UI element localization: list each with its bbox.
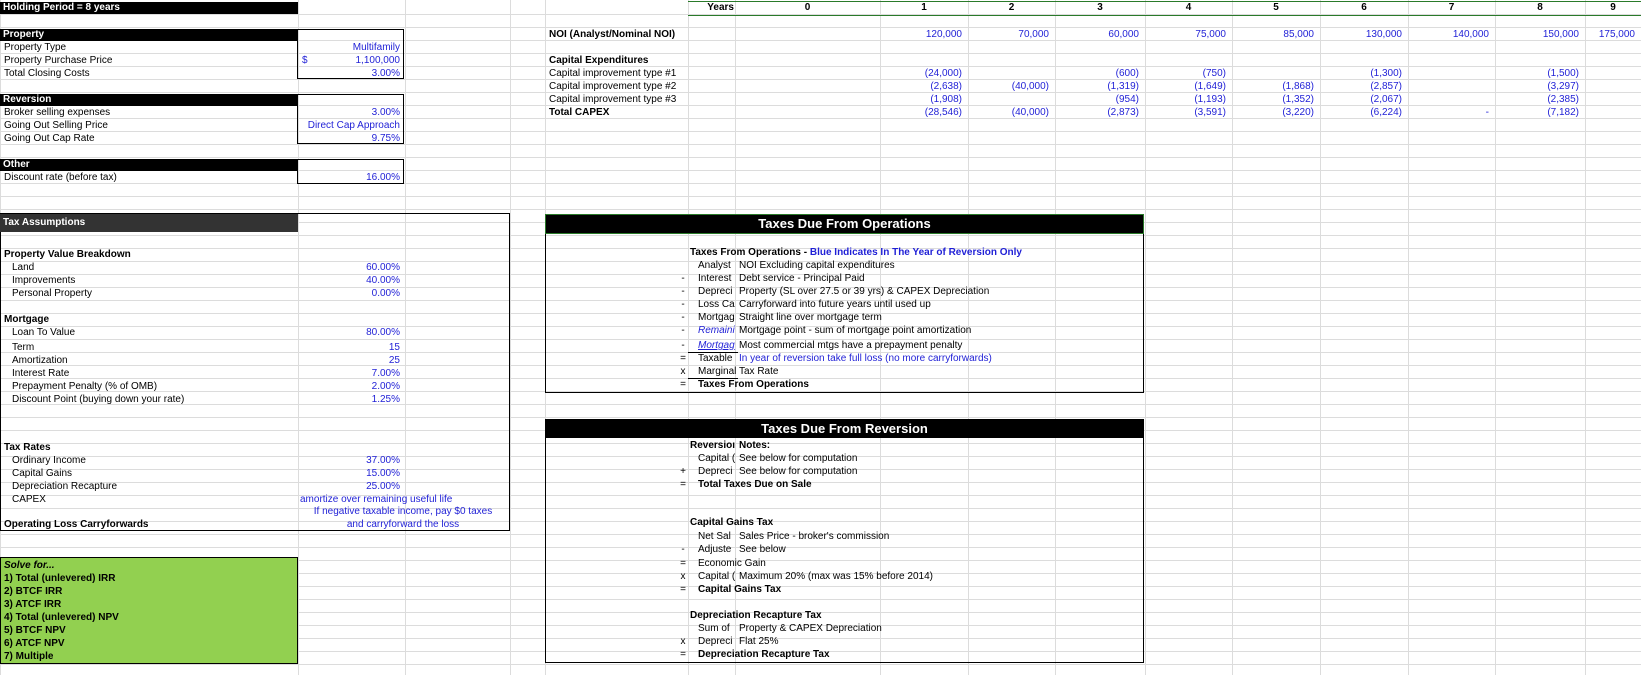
capex-value[interactable]: (1,300)	[1370, 68, 1402, 79]
cg-label: Adjuste	[698, 544, 732, 555]
mortgage-value[interactable]: 7.00%	[371, 368, 400, 379]
noi-value[interactable]: 120,000	[925, 29, 962, 40]
currency-prefix: $	[302, 55, 308, 66]
rev-label: Capital (	[698, 453, 736, 464]
capex-value[interactable]: (600)	[1115, 68, 1139, 79]
ops-note: Debt service - Principal Paid	[739, 273, 865, 284]
capex-title: Capital Expenditures	[549, 55, 649, 66]
year-header[interactable]: 0	[804, 2, 811, 13]
total-capex-value[interactable]: (2,873)	[1107, 107, 1139, 118]
total-capex-value[interactable]: (3,220)	[1282, 107, 1314, 118]
year-header[interactable]: 2	[1008, 2, 1015, 13]
solve-item[interactable]: 2) BTCF IRR	[4, 586, 63, 597]
rev-operator: =	[680, 479, 686, 490]
ops-label: Depreci	[698, 286, 733, 297]
years-label: Years	[707, 2, 734, 13]
capex-value[interactable]: (1,319)	[1107, 81, 1139, 92]
ops-label: Taxable	[698, 353, 733, 364]
ops-operator: -	[681, 299, 685, 310]
ops-label: Loss Ca	[698, 299, 735, 310]
reversion-value[interactable]: Direct Cap Approach	[307, 120, 400, 131]
noi-value[interactable]: 70,000	[1018, 29, 1049, 40]
reversion-label: Going Out Selling Price	[4, 120, 108, 131]
capex-value[interactable]: (954)	[1115, 94, 1139, 105]
rev-title: Taxes Due From Reversion	[546, 420, 1143, 438]
noi-value[interactable]: 75,000	[1195, 29, 1226, 40]
year-header[interactable]: 7	[1448, 2, 1455, 13]
dr-operator: =	[680, 649, 686, 660]
ops-operator: -	[681, 312, 685, 323]
ops-label: Interest	[698, 273, 732, 284]
total-capex-value[interactable]: (3,591)	[1194, 107, 1226, 118]
solve-item[interactable]: 4) Total (unlevered) NPV	[4, 612, 119, 623]
ops-note: NOI Excluding capital expenditures	[739, 260, 895, 271]
value-breakdown-title: Property Value Breakdown	[4, 249, 131, 260]
rev-operator: +	[680, 466, 686, 477]
solve-item[interactable]: 7) Multiple	[4, 651, 54, 662]
mortgage-value[interactable]: 15	[388, 342, 400, 353]
reversion-value[interactable]: 3.00%	[371, 107, 400, 118]
ops-note: Carryforward into future years until used up	[739, 299, 931, 310]
year-header[interactable]: 5	[1273, 2, 1279, 13]
cg-operator: -	[681, 544, 685, 555]
breakdown-value[interactable]: 0.00%	[371, 288, 400, 299]
total-capex-value[interactable]: (6,224)	[1370, 107, 1402, 118]
capex-value[interactable]: (2,067)	[1370, 94, 1402, 105]
mortgage-label: Prepayment Penalty (% of OMB)	[12, 381, 158, 392]
dr-note: Flat 25%	[739, 636, 779, 647]
capex-value[interactable]: (1,193)	[1194, 94, 1226, 105]
solve-item[interactable]: 5) BTCF NPV	[4, 625, 66, 636]
noi-value[interactable]: 130,000	[1365, 29, 1402, 40]
property-header[interactable]: Property	[0, 29, 298, 41]
rev-label: Total Taxes Due on Sale	[698, 479, 812, 490]
ops-note: Most commercial mtgs have a prepayment penalty	[739, 340, 963, 351]
mortgage-value[interactable]: 1.25%	[371, 394, 400, 405]
total-capex-value[interactable]: (28,546)	[924, 107, 962, 118]
total-capex-label: Total CAPEX	[549, 107, 610, 118]
property-label: Property Purchase Price	[4, 55, 113, 66]
capex-value[interactable]: (3,297)	[1547, 81, 1579, 92]
capex-values-outline	[921, 66, 1566, 119]
capex-value[interactable]: (24,000)	[924, 68, 962, 79]
year-header[interactable]: 4	[1185, 2, 1192, 13]
cg-label: Capital Gains Tax	[698, 584, 782, 595]
ops-heading	[690, 247, 1140, 259]
solve-title: Solve for...	[4, 560, 55, 571]
year-header[interactable]: 6	[1361, 2, 1367, 13]
cg-operator: =	[680, 558, 686, 569]
solve-item[interactable]: 6) ATCF NPV	[4, 638, 65, 649]
cg-operator: =	[680, 584, 686, 595]
year-header[interactable]: 3	[1097, 2, 1103, 13]
ops-label: Taxes From Operations	[698, 379, 809, 390]
cg-note: Sales Price - broker's commission	[739, 531, 890, 542]
capex-value[interactable]: (1,649)	[1194, 81, 1226, 92]
discount-rate-label: Discount rate (before tax)	[4, 172, 117, 183]
capex-value[interactable]: (2,857)	[1370, 81, 1402, 92]
capex-row-label: Capital improvement type #3	[549, 94, 677, 105]
breakdown-label: Improvements	[12, 275, 76, 286]
breakdown-label: Personal Property	[12, 288, 93, 299]
mortgage-value[interactable]: 25	[388, 355, 400, 366]
breakdown-label: Land	[12, 262, 35, 273]
ops-note: In year of reversion take full loss (no more carryforwards)	[739, 353, 992, 364]
oplc-note-2: and carryforward the loss	[346, 519, 460, 530]
ops-operator: -	[681, 325, 685, 336]
year-header[interactable]: 1	[921, 2, 927, 13]
capex-value[interactable]: (2,385)	[1547, 94, 1579, 105]
mortgage-label: Discount Point (buying down your rate)	[12, 394, 185, 405]
capex-value[interactable]: (1,868)	[1282, 81, 1314, 92]
rev-note: See below for computation	[739, 453, 858, 464]
dr-label: Sum of	[698, 623, 730, 634]
mortgage-value[interactable]: 2.00%	[371, 381, 400, 392]
ops-title: Taxes Due From Operations	[546, 215, 1143, 233]
capex-value[interactable]: (1,352)	[1282, 94, 1314, 105]
reversion-header[interactable]: Reversion	[0, 94, 298, 106]
tax-rates-title: Tax Rates	[4, 442, 51, 453]
capex-value[interactable]: (1,500)	[1547, 68, 1579, 79]
noi-value[interactable]: 85,000	[1283, 29, 1314, 40]
dr-label: Depreciation Recapture Tax	[698, 649, 830, 660]
noi-value[interactable]: 140,000	[1452, 29, 1489, 40]
mortgage-label: Amortization	[12, 355, 68, 366]
ops-label: Remaini	[698, 325, 735, 336]
rev-note: See below for computation	[739, 466, 858, 477]
ops-note: Tax Rate	[739, 366, 779, 377]
dr-label: Depreci	[698, 636, 733, 647]
tax-rate-label: Ordinary Income	[12, 455, 86, 466]
ops-label: Mortgag	[698, 340, 735, 351]
total-capex-value[interactable]: -	[1485, 107, 1489, 118]
noi-label: NOI (Analyst/Nominal NOI)	[549, 29, 676, 40]
ops-operator: -	[681, 340, 685, 351]
holding-period-header[interactable]: Holding Period = 8 years	[0, 2, 298, 14]
tax-rate-value[interactable]: 25.00%	[366, 481, 400, 492]
ops-operator: =	[680, 353, 686, 364]
mortgage-label: Term	[12, 342, 35, 353]
rev-head-note: Notes:	[739, 440, 771, 451]
tax-rate-label: Depreciation Recapture	[12, 481, 118, 492]
ops-operator: -	[681, 273, 685, 284]
dr-note: Property & CAPEX Depreciation	[739, 623, 882, 634]
dr-title: Depreciation Recapture Tax	[690, 610, 822, 621]
discount-rate-value[interactable]: 16.00%	[366, 172, 400, 183]
mortgage-label: Interest Rate	[12, 368, 70, 379]
mortgage-label: Loan To Value	[12, 327, 76, 338]
noi-value[interactable]: 175,000	[1598, 29, 1635, 40]
ops-label: Mortgag	[698, 312, 735, 323]
property-value[interactable]: 3.00%	[371, 68, 400, 79]
oplc-note-1: If negative taxable income, pay $0 taxes	[313, 506, 493, 517]
noi-value[interactable]: 60,000	[1108, 29, 1139, 40]
ops-operator: -	[681, 286, 685, 297]
cg-note: See below	[739, 544, 786, 555]
reversion-value[interactable]: 9.75%	[371, 133, 400, 144]
mortgage-title: Mortgage	[4, 314, 49, 325]
total-capex-value[interactable]: (7,182)	[1547, 107, 1579, 118]
tax-rate-value[interactable]: 15.00%	[366, 468, 400, 479]
solve-item[interactable]: 1) Total (unlevered) IRR	[4, 573, 116, 584]
ops-operator: =	[680, 379, 686, 390]
capex-value[interactable]: (750)	[1202, 68, 1226, 79]
tax-rate-label: Capital Gains	[12, 468, 73, 479]
ops-heading-blue-note: Blue Indicates In The Year of Reversion Only	[809, 247, 1022, 258]
breakdown-value[interactable]: 40.00%	[366, 275, 400, 286]
rev-label: Depreci	[698, 466, 733, 477]
capex-value[interactable]: (2,638)	[930, 81, 962, 92]
oplc-label: Operating Loss Carryforwards	[4, 519, 149, 530]
dr-operator: x	[680, 636, 686, 647]
tax-assumptions-header[interactable]: Tax Assumptions	[0, 214, 298, 232]
total-capex-value[interactable]: (40,000)	[1011, 107, 1049, 118]
tax-rate-value[interactable]: 37.00%	[366, 455, 400, 466]
ops-label: Analyst	[698, 260, 731, 271]
cg-label: Net Sal	[698, 531, 731, 542]
cg-label: Capital (	[698, 571, 736, 582]
reversion-label: Going Out Cap Rate	[4, 133, 95, 144]
reversion-label: Broker selling expenses	[4, 107, 111, 118]
mortgage-value[interactable]: 80.00%	[366, 327, 400, 338]
property-value[interactable]: 1,100,000	[355, 55, 400, 66]
solve-item[interactable]: 3) ATCF IRR	[4, 599, 62, 610]
capex-row-label: Capital improvement type #1	[549, 68, 677, 79]
property-label: Property Type	[4, 42, 67, 53]
capex-value[interactable]: (1,908)	[930, 94, 962, 105]
ops-note: Mortgage point - sum of mortgage point amortization	[739, 325, 972, 336]
property-label: Total Closing Costs	[4, 68, 90, 79]
cg-note: Maximum 20% (max was 15% before 2014)	[739, 571, 933, 582]
year-header[interactable]: 8	[1537, 2, 1543, 13]
capex-value[interactable]: (40,000)	[1011, 81, 1049, 92]
cg-label: Economic Gain	[698, 558, 766, 569]
breakdown-value[interactable]: 60.00%	[366, 262, 400, 273]
year-header[interactable]: 9	[1610, 2, 1616, 13]
other-header[interactable]: Other	[0, 159, 298, 171]
tax-rate-label: CAPEX	[12, 494, 46, 505]
ops-operator: x	[680, 366, 686, 377]
ops-note: Straight line over mortgage term	[739, 312, 882, 323]
capex-treatment[interactable]: amortize over remaining useful life	[300, 494, 453, 505]
cg-title: Capital Gains Tax	[690, 517, 774, 528]
capex-row-label: Capital improvement type #2	[549, 81, 677, 92]
noi-value[interactable]: 150,000	[1542, 29, 1579, 40]
ops-note: Property (SL over 27.5 or 39 yrs) & CAPEX Depreciation	[739, 286, 990, 297]
cg-operator: x	[680, 571, 686, 582]
rev-head-label: Reversioı	[690, 440, 735, 451]
property-value[interactable]: Multifamily	[352, 42, 400, 53]
ops-heading-text: Taxes From Operations -	[690, 247, 810, 258]
ops-label: Marginal	[698, 366, 736, 377]
